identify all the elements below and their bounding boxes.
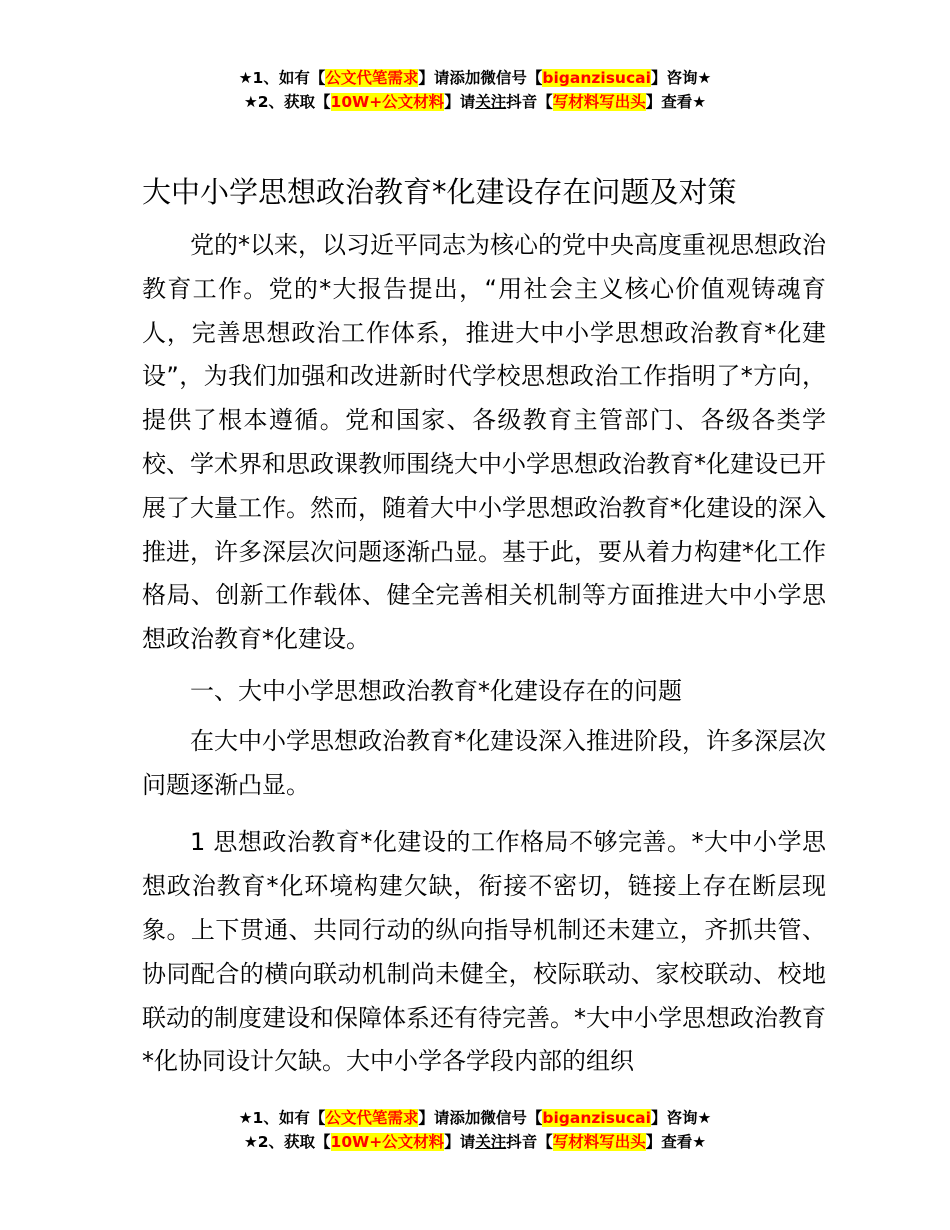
highlight-service: 公文代笔需求 (325, 69, 419, 87)
document-title: 大中小学思想政治教育*化建设存在问题及对策 (142, 175, 737, 209)
highlight-materials: 10W+公文材料 (330, 93, 445, 111)
paragraph-point-1: 1 思想政治教育*化建设的工作格局不够完善。*大中小学思想政治教育*化环境构建欠缺，衔接不密切，链接上存在断层现象。上下贯通、共同行动的纵向指导机制还未建立，齐抓共管、协同配合的横向联动机制尚未健全，校际联动、家校联动、校地联动的制度建设和保障体系还有待完善。*大中小学思想政治教育*化协同设计欠缺。大中小学各学段内部的组织 (142, 828, 826, 1076)
highlight-wechat-id: biganzisucai (542, 1109, 651, 1127)
section-heading-1: 一、大中小学思想政治教育*化建设存在的问题 (190, 676, 682, 705)
document-body (142, 224, 826, 1084)
highlight-douyin-name: 写材料写出头 (552, 93, 646, 111)
highlight-douyin-name: 写材料写出头 (552, 1133, 646, 1151)
highlight-materials: 10W+公文材料 (330, 1133, 445, 1151)
promo-line-1: ★1、如有【公文代笔需求】请添加微信号【biganzisucai】咨询★ (238, 1109, 712, 1127)
underlined-follow: 关注 (475, 93, 507, 111)
promo-line-2: ★2、获取【10W+公文材料】请关注抖音【写材料写出头】查看★ (243, 1133, 707, 1151)
promo-line-1: ★1、如有【公文代笔需求】请添加微信号【biganzisucai】咨询★ (238, 69, 712, 87)
paragraph-section-intro: 在大中小学思想政治教育*化建设深入推进阶段，许多深层次问题逐渐凸显。 (142, 726, 826, 799)
promo-line-2: ★2、获取【10W+公文材料】请关注抖音【写材料写出头】查看★ (243, 93, 707, 111)
promo-banner-bottom (0, 1106, 950, 1154)
highlight-wechat-id: biganzisucai (542, 69, 651, 87)
underlined-follow: 关注 (475, 1133, 507, 1151)
highlight-service: 公文代笔需求 (325, 1109, 419, 1127)
paragraph-intro: 党的*以来，以习近平同志为核心的党中央高度重视思想政治教育工作。党的*大报告提出，“用社会主义核心价值观铸魂育人，完善思想政治工作体系，推进大中小学思想政治教育*化建设”，为我们加强和改进新时代学校思想政治工作指明了*方向，提供了根本遵循。党和国家、各级教育主管部门、各级各类学校、学术界和思政课教师围绕大中小学思想政治教育*化建设已开展了大量工作。然而，随着大中小学思想政治教育*化建设的深入推进，许多深层次问题逐渐凸显。基于此，要从着力构建*化工作格局、创新工作载体、健全完善相关机制等方面推进大中小学思想政治教育*化建设。 (142, 231, 826, 654)
promo-banner-top (0, 66, 950, 114)
